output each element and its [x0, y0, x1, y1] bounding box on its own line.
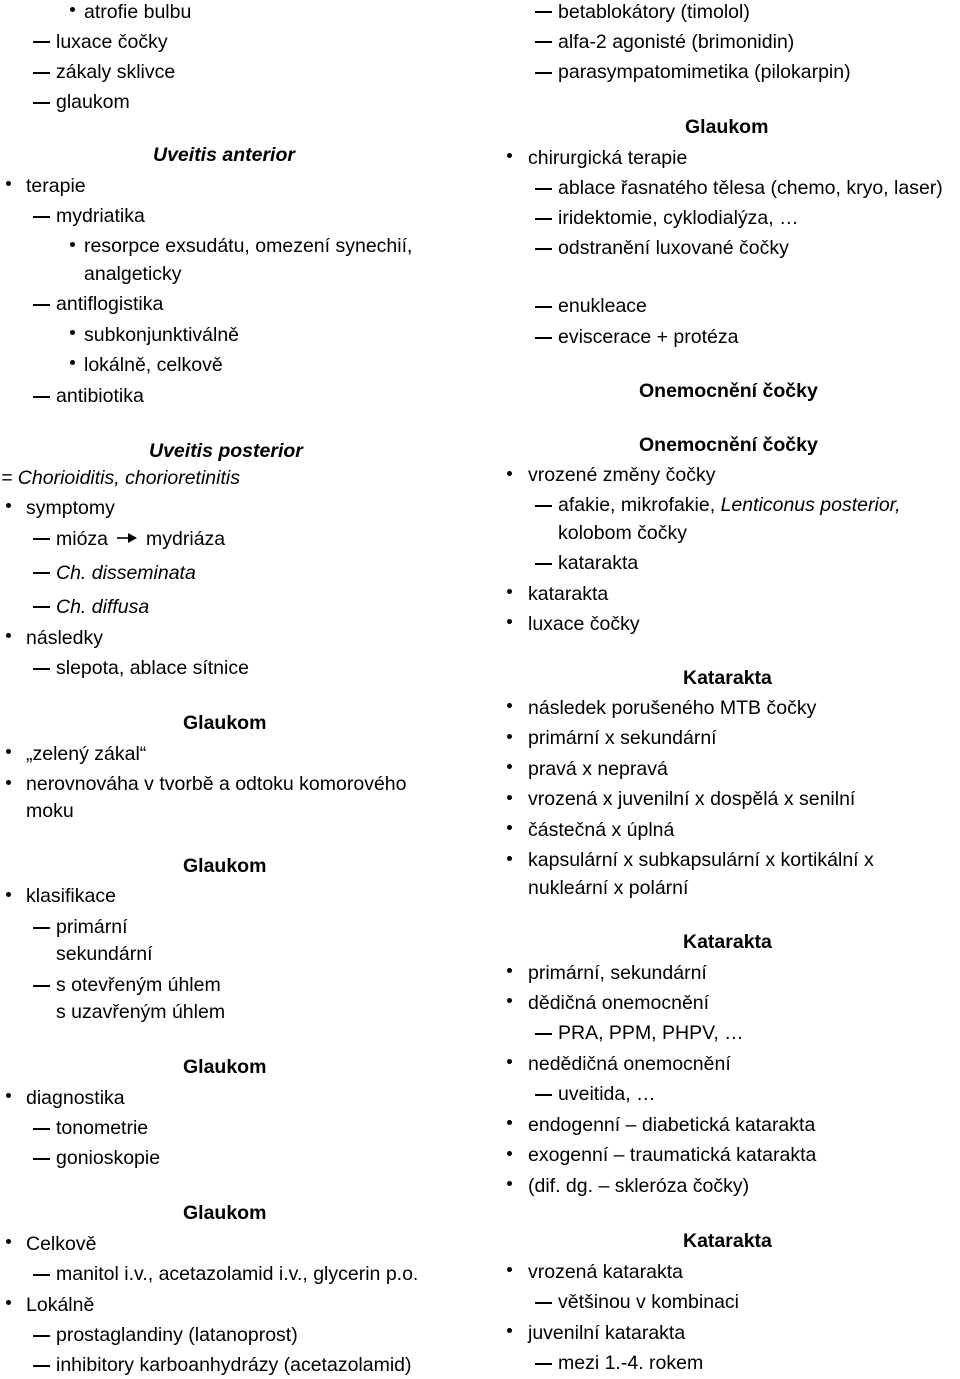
text-line: „zelený zákal“ [26, 743, 147, 765]
text-line: analgeticky [84, 263, 182, 285]
bullet-icon [507, 619, 512, 624]
bullet-icon [6, 633, 11, 638]
text-line: inhibitory karboanhydrázy (acetazolamid) [56, 1354, 412, 1376]
bullet-icon [507, 1120, 512, 1125]
dash-icon [33, 396, 50, 398]
text-line: s uzavřeným úhlem [56, 1001, 226, 1023]
text-line: alfa-2 agonisté (brimonidin) [558, 31, 795, 53]
text-line: (dif. dg. – skleróza čočky) [528, 1175, 750, 1197]
text-line: resorpce exsudátu, omezení synechií, [84, 235, 413, 257]
section-heading: Glaukom [183, 1202, 267, 1224]
text-line: následky [26, 627, 103, 649]
bullet-icon [70, 242, 75, 247]
dash-icon [33, 668, 50, 670]
dash-icon [33, 1128, 50, 1130]
dash-icon [33, 985, 50, 987]
dash-icon [535, 337, 552, 339]
bullet-icon [6, 780, 11, 785]
text-line: gonioskopie [56, 1147, 161, 1169]
bullet-icon [6, 503, 11, 508]
text-line: katarakta [558, 552, 639, 574]
text-line: iridektomie, cyklodialýza, … [558, 207, 799, 229]
text-line: chirurgická terapie [528, 147, 688, 169]
dash-icon [33, 572, 50, 574]
text-line: sekundární [56, 943, 153, 965]
text-line [56, 527, 225, 551]
dash-icon [535, 1363, 552, 1365]
text-line: Lokálně [26, 1294, 95, 1316]
text-line: glaukom [56, 91, 130, 113]
arrow-right-icon [116, 532, 138, 544]
section-heading: Glaukom [183, 1056, 267, 1078]
right-column [480, 0, 960, 1379]
bullet-icon [6, 1093, 11, 1098]
bullet-icon [507, 1328, 512, 1333]
text-line: betablokátory (timolol) [558, 1, 750, 23]
text-line: dědičná onemocnění [528, 992, 710, 1014]
text-line: juvenilní katarakta [528, 1322, 686, 1344]
section-heading: Glaukom [183, 712, 267, 734]
dash-icon [33, 216, 50, 218]
dash-icon [33, 72, 50, 74]
text-line: antibiotika [56, 385, 144, 407]
text-line: kapsulární x subkapsulární x kortikální x [528, 849, 874, 871]
dash-icon [33, 606, 50, 608]
section-heading: Uveitis posterior [149, 440, 303, 462]
dash-icon [33, 102, 50, 104]
dash-icon [535, 1094, 552, 1096]
dash-icon [33, 538, 50, 540]
mioza-text: mióza [56, 528, 109, 550]
dash-icon [33, 927, 50, 929]
bullet-icon [70, 7, 75, 12]
bullet-icon [70, 330, 75, 335]
text-line: terapie [26, 175, 86, 197]
dash-icon [33, 304, 50, 306]
text-line [558, 493, 901, 517]
text-line: mezi 1.-4. rokem [558, 1352, 704, 1374]
section-heading: Onemocnění čočky [639, 380, 818, 402]
dash-icon [535, 188, 552, 190]
section-heading: Uveitis anterior [153, 144, 295, 166]
text-line: luxace čočky [56, 31, 168, 53]
dash-icon [33, 1274, 50, 1276]
text-line: vrozená x juvenilní x dospělá x senilní [528, 788, 856, 810]
bullet-icon [507, 856, 512, 861]
text-line: klasifikace [26, 885, 116, 907]
text-line: Ch. disseminata [56, 562, 196, 584]
bullet-icon [507, 703, 512, 708]
dash-icon [535, 563, 552, 565]
text-line: kolobom čočky [558, 522, 687, 544]
text-line: nedědičná onemocnění [528, 1053, 731, 1075]
text-line: ablace řasnatého tělesa (chemo, kryo, laser) [558, 177, 943, 199]
bullet-icon [507, 589, 512, 594]
bullet-icon [6, 1300, 11, 1305]
text-line: prostaglandiny (latanoprost) [56, 1324, 298, 1346]
afakie-text: afakie, mikrofakie, [558, 494, 721, 516]
section-heading: Katarakta [683, 1230, 772, 1252]
section-heading: Katarakta [683, 931, 772, 953]
dash-icon [535, 1302, 552, 1304]
section-heading: Glaukom [183, 855, 267, 877]
text-line: nerovnováha v tvorbě a odtoku komorového [26, 773, 407, 795]
text-line: moku [26, 800, 74, 822]
bullet-icon [6, 181, 11, 186]
dash-icon [535, 72, 552, 74]
dash-icon [535, 41, 552, 43]
dash-icon [535, 248, 552, 250]
section-heading: Onemocnění čočky [639, 434, 818, 456]
dash-icon [535, 11, 552, 13]
text-line: PRA, PPM, PHPV, … [558, 1022, 744, 1044]
bullet-icon [507, 1151, 512, 1156]
text-line: vrozené změny čočky [528, 464, 716, 486]
bullet-icon [507, 795, 512, 800]
dash-icon [535, 306, 552, 308]
text-line: primární, sekundární [528, 962, 707, 984]
bullet-icon [507, 825, 512, 830]
text-line: Celkově [26, 1233, 97, 1255]
text-line: antiflogistika [56, 293, 164, 315]
text-line: diagnostika [26, 1087, 125, 1109]
section-heading: Glaukom [685, 116, 769, 138]
bullet-icon [6, 892, 11, 897]
text-line: primární [56, 916, 128, 938]
bullet-icon [6, 1239, 11, 1244]
text-line: primární x sekundární [528, 727, 717, 749]
dash-icon [33, 1335, 50, 1337]
text-line: enukleace [558, 295, 647, 317]
text-line: odstranění luxované čočky [558, 237, 789, 259]
section-heading: Katarakta [683, 667, 772, 689]
text-line: vrozená katarakta [528, 1261, 684, 1283]
dash-icon [33, 1365, 50, 1367]
text-line: uveitida, … [558, 1083, 656, 1105]
mydriaza-text: mydriáza [146, 528, 226, 550]
bullet-icon [507, 1181, 512, 1186]
text-line: tonometrie [56, 1117, 149, 1139]
text-line: katarakta [528, 583, 609, 605]
text-line: exogenní – traumatická katarakta [528, 1144, 817, 1166]
text-line: luxace čočky [528, 613, 640, 635]
bullet-icon [507, 1267, 512, 1272]
text-line: atrofie bulbu [84, 1, 192, 23]
text-line: lokálně, celkově [84, 354, 223, 376]
text-line: následek porušeného MTB čočky [528, 697, 817, 719]
dash-icon [33, 1158, 50, 1160]
bullet-icon [507, 153, 512, 158]
text-line: s otevřeným úhlem [56, 974, 221, 996]
text-line: subkonjunktiválně [84, 324, 240, 346]
text-line: zákaly sklivce [56, 61, 176, 83]
dash-icon [535, 218, 552, 220]
text-line: manitol i.v., acetazolamid i.v., glycerin p.o. [56, 1263, 419, 1285]
definition-line: = Chorioiditis, chorioretinitis [1, 467, 240, 489]
text-line: částečná x úplná [528, 819, 675, 841]
text-line: nukleární x polární [528, 877, 689, 899]
bullet-icon [507, 1059, 512, 1064]
bullet-icon [507, 764, 512, 769]
dash-icon [33, 41, 50, 43]
text-line: symptomy [26, 497, 115, 519]
lenticonus-text: Lenticonus posterior, [720, 494, 901, 516]
text-line: parasympatomimetika (pilokarpin) [558, 61, 851, 83]
text-line: Ch. diffusa [56, 596, 150, 618]
bullet-icon [6, 749, 11, 754]
dash-icon [535, 1033, 552, 1035]
bullet-icon [507, 734, 512, 739]
dash-icon [535, 505, 552, 507]
bullet-icon [507, 998, 512, 1003]
bullet-icon [507, 968, 512, 973]
text-line: eviscerace + protéza [558, 326, 739, 348]
text-line: slepota, ablace sítnice [56, 657, 249, 679]
text-line: pravá x nepravá [528, 758, 668, 780]
text-line: mydriatika [56, 205, 145, 227]
bullet-icon [70, 360, 75, 365]
text-line: většinou v kombinaci [558, 1291, 740, 1313]
text-line: endogenní – diabetická katarakta [528, 1114, 816, 1136]
bullet-icon [507, 471, 512, 476]
